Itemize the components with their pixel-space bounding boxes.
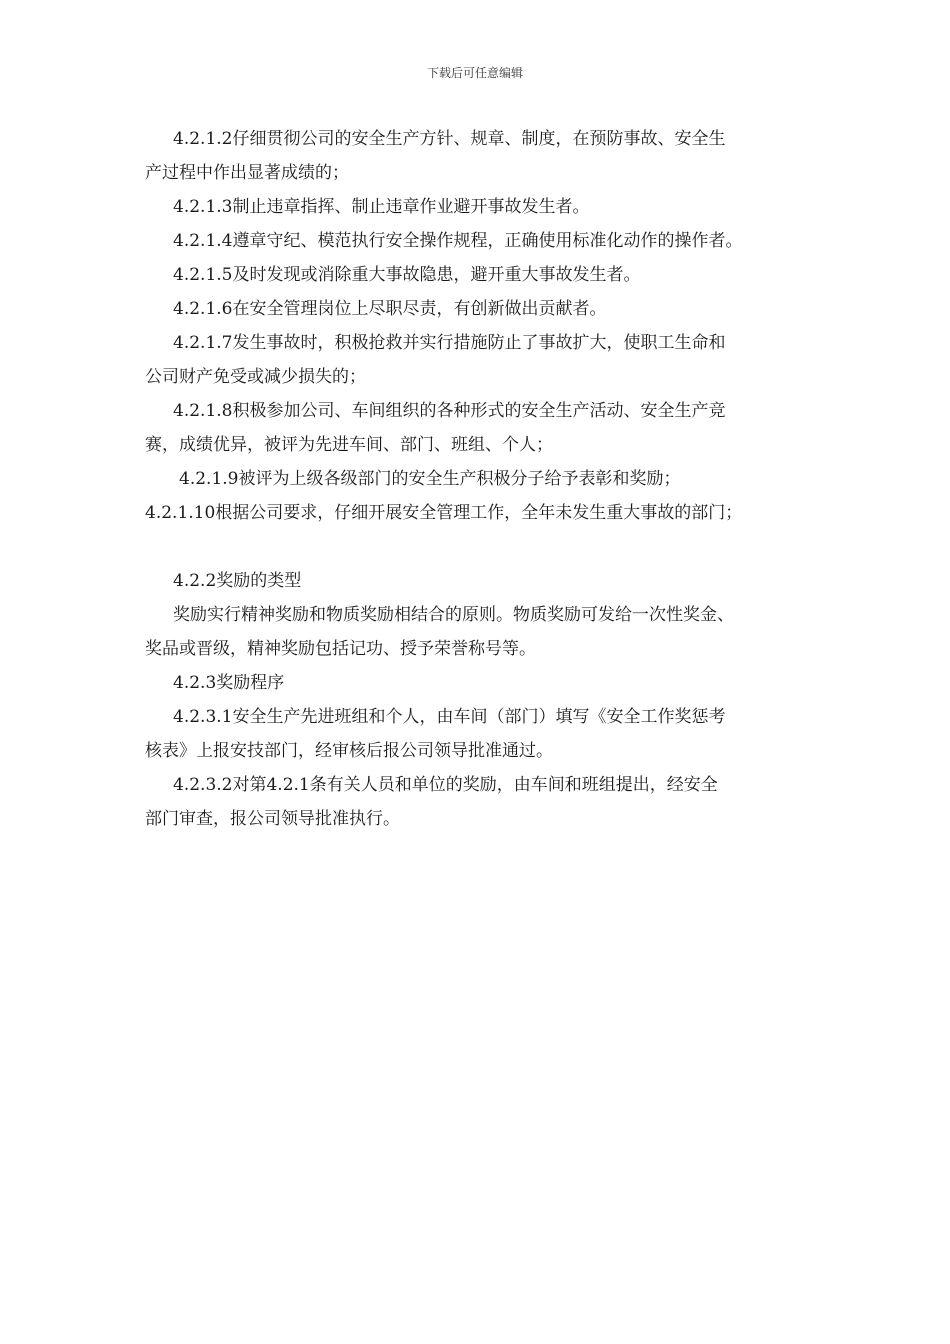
- paragraph-4-2-3-1-line1: 4.2.3.1安全生产先进班组和个人，由车间（部门）填写《安全工作奖惩考: [173, 707, 726, 727]
- paragraph-4-2-1-9: 4.2.1.9被评为上级各级部门的安全生产积极分子给予表彰和奖励；: [179, 469, 681, 489]
- paragraph-4-2-1-4: 4.2.1.4遵章守纪、模范执行安全操作规程，正确使用标准化动作的操作者。: [173, 231, 743, 251]
- paragraph-gap: [145, 530, 825, 564]
- paragraph-4-2-1-7-line2: 公司财产免受或减少损失的；: [145, 367, 366, 387]
- heading-4-2-3: 4.2.3奖励程序: [173, 673, 285, 693]
- heading-4-2-2: 4.2.2奖励的类型: [173, 571, 302, 591]
- paragraph-reward-types-line2: 奖品或晋级，精神奖励包括记功、授予荣誉称号等。: [145, 639, 536, 659]
- paragraph-4-2-1-7-line1: 4.2.1.7发生事故时，积极抢救并实行措施防止了事故扩大，使职工生命和: [173, 333, 726, 353]
- paragraph-4-2-1-2-line1: 4.2.1.2仔细贯彻公司的安全生产方针、规章、制度，在预防事故、安全生: [173, 129, 726, 149]
- paragraph-4-2-3-2-line2: 部门审查，报公司领导批准执行。: [145, 809, 400, 829]
- paragraph-4-2-3-2-line1: 4.2.3.2对第4.2.1条有关人员和单位的奖励，由车间和班组提出，经安全: [173, 775, 718, 795]
- paragraph-4-2-1-6: 4.2.1.6在安全管理岗位上尽职尽责，有创新做出贡献者。: [173, 299, 607, 319]
- paragraph-4-2-1-8-line1: 4.2.1.8积极参加公司、车间组织的各种形式的安全生产活动、安全生产竞: [173, 401, 726, 421]
- paragraph-4-2-1-8-line2: 赛，成绩优异，被评为先进车间、部门、班组、个人；: [145, 435, 553, 455]
- document-body: [145, 122, 825, 836]
- paragraph-4-2-1-10: 4.2.1.10根据公司要求，仔细开展安全管理工作，全年未发生重大事故的部门；: [145, 503, 743, 523]
- paragraph-reward-types-line1: 奖励实行精神奖励和物质奖励相结合的原则。物质奖励可发给一次性奖金、: [173, 605, 734, 625]
- page-header-note: 下载后可任意编辑: [426, 66, 523, 80]
- paragraph-4-2-1-5: 4.2.1.5及时发现或消除重大事故隐患，避开重大事故发生者。: [173, 265, 641, 285]
- paragraph-4-2-1-3: 4.2.1.3制止违章指挥、制止违章作业避开事故发生者。: [173, 197, 590, 217]
- paragraph-4-2-3-1-line2: 核表》上报安技部门，经审核后报公司领导批准通过。: [145, 741, 553, 761]
- paragraph-4-2-1-2-line2: 产过程中作出显著成绩的；: [145, 163, 349, 183]
